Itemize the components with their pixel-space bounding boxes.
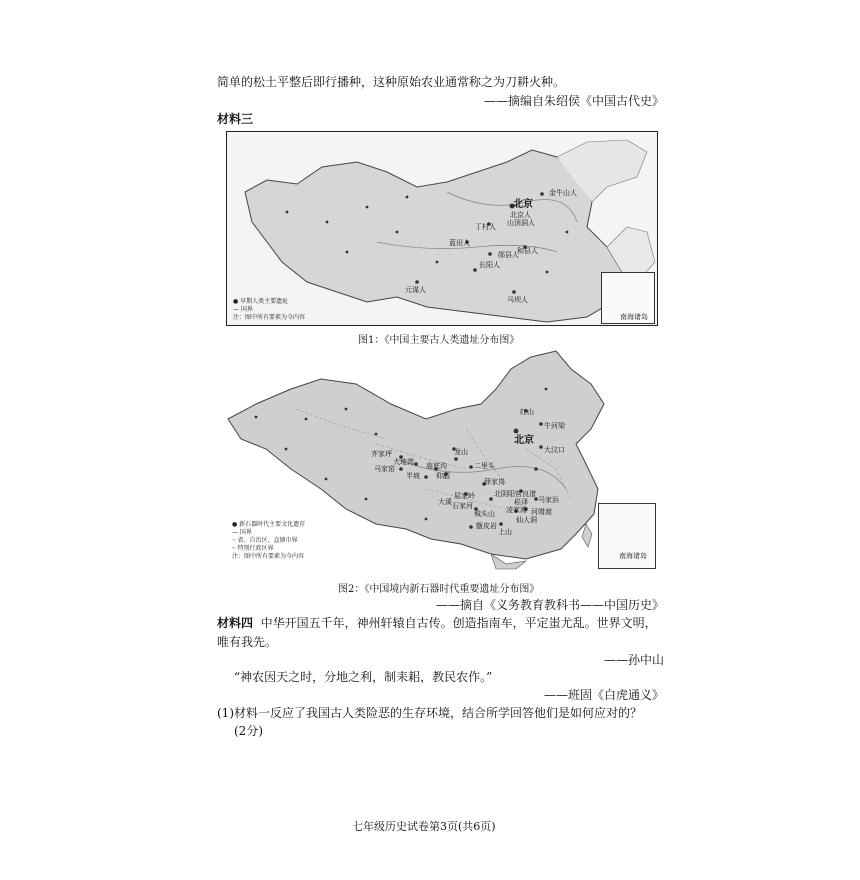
material4-source: ——孙中山 [603, 653, 664, 667]
map2-label-qujialing: 屈家岭 [454, 492, 475, 500]
material3-title: 材料三 [217, 112, 254, 126]
map1-label-hexian: 和县人 [517, 247, 538, 255]
map2-legend-note: 注：图中所有要素为今内容 [232, 553, 305, 560]
map2-label-dawenkou: 大汶口 [544, 446, 565, 454]
material4-line1 [217, 614, 657, 632]
map2-label-songze: 崧泽 [514, 498, 528, 506]
map2-label-longshan: 龙山 [454, 448, 468, 456]
map1-label-dingcun: 丁村人 [475, 223, 496, 231]
material4-title: 材料四 [217, 616, 254, 630]
map1-inset-label: 南海诸岛 [620, 313, 648, 321]
question1-line1: (1)材料一反应了我国古人类险恶的生存环境，结合所学回答他们是如何应对的？ [217, 706, 643, 720]
map2-label-xueshan: 薛家岗 [484, 478, 505, 486]
map1-ancient-human-sites [226, 131, 658, 326]
quote2: “神农因天之时，分地之利，制耒耜，教民农作。” [234, 670, 493, 684]
map2-inset-label: 南海诸岛 [619, 552, 647, 560]
map2-label-qijiaping: 齐家坪 [371, 450, 392, 458]
map2-legend-border: 国界 [239, 529, 252, 536]
map1-label-changyang: 长阳人 [479, 261, 500, 269]
map2-legend-province: 省、自治区、直辖市界 [237, 537, 298, 544]
map2-legend-sites: 新石器时代主要文化遗存 [239, 521, 306, 528]
map1-label-beijingren: 北京人 [510, 211, 531, 219]
map2-label-miaodigou: 庙底沟 [426, 462, 447, 470]
map2-inset [598, 503, 656, 569]
quote2-source: ——班固《白虎通义》 [543, 688, 664, 702]
map2-neolithic-sites [226, 349, 658, 571]
source2: ——摘自《义务教育教科书——中国历史》 [435, 598, 664, 612]
map2-label-beijing: 北京 [514, 435, 534, 446]
map2-label-banpo: 半坡 [406, 472, 420, 480]
map1-label-jinniushan: 金牛山人 [549, 189, 577, 197]
map2-label-daxi: 大溪 [438, 498, 452, 506]
map1-inset [601, 272, 655, 324]
map2-legend-sar: 特别行政区界 [237, 545, 274, 552]
map1-caption: 图1：《中国主要古人类遗址分布图》 [358, 335, 520, 346]
map2-label-chengtoushan: 城头山 [474, 510, 495, 518]
map2-label-xianrendong: 仙人洞 [516, 516, 537, 524]
intro-source: ——摘编自朱绍侯《中国古代史》 [483, 94, 664, 108]
map1-label-maba: 马坝人 [507, 296, 528, 304]
map1-legend-border: 国界 [240, 306, 253, 313]
material4-text-line1: 中华开国五千年，神州轩辕自古传。创造指南车，平定蚩尤乱。世界文明， [260, 616, 657, 630]
material4-text-line2: 唯有我先。 [217, 635, 278, 649]
map1-label-yuanmou: 元谋人 [405, 286, 426, 294]
map1-label-lantian: 蓝田人 [449, 239, 470, 247]
map2-label-shijiahe: 石家河 [452, 502, 473, 510]
map2-label-majiabang: 马家浜 [538, 496, 559, 504]
map1-legend: ● 早期人类主要遗址 — 国界 注：图中所有要素为今内容 [233, 298, 306, 321]
map1-label-shandingdong: 山顶洞人 [507, 219, 535, 227]
map1-label-yunxian: 郧县人 [498, 251, 519, 259]
map2-label-beiyinyangying: 北阴阳营 [494, 490, 522, 498]
map2-label-shangshan: 上山 [498, 528, 512, 536]
map2-label-majiayao: 马家窑 [374, 465, 395, 473]
map2-label-zengpiyan: 甑皮岩 [476, 522, 497, 530]
map2-caption: 图2：《中国境内新石器时代重要遗址分布图》 [338, 584, 540, 595]
map2-label-erlitou: 二里头 [474, 462, 495, 470]
map2-label-lingjiatan: 凌家滩 [506, 506, 527, 514]
map2-legend: ● 新石器时代主要文化遗存 — 国界 ┈ 省、自治区、直辖市界 ┄ 特别行政区界 注：图中所有要素为今内容 [232, 521, 306, 560]
map1-legend-sites: 早期人类主要遗址 [240, 298, 289, 305]
intro-line: 简单的松土平整后即行播种，这种原始农业通常称之为刀耕火种。 [217, 75, 566, 89]
map2-label-dadiwan: 大地湾 [393, 458, 414, 466]
map2-label-liangzhu: 良渚 [522, 490, 536, 498]
map2-label-yangshao: 仰韶 [436, 472, 450, 480]
question1-line2: (2分) [234, 724, 263, 738]
map2-label-hemudu: 河姆渡 [531, 508, 552, 516]
map2-label-niuheliang: 牛河梁 [544, 422, 565, 430]
map1-legend-note: 注：图中所有要素为今内容 [233, 314, 306, 321]
map1-graphic [227, 132, 657, 325]
map1-label-beijing: 北京 [513, 199, 533, 210]
map2-label-hongshan: 红山 [520, 408, 534, 416]
page-footer: 七年级历史试卷第3页(共6页) [352, 820, 496, 833]
